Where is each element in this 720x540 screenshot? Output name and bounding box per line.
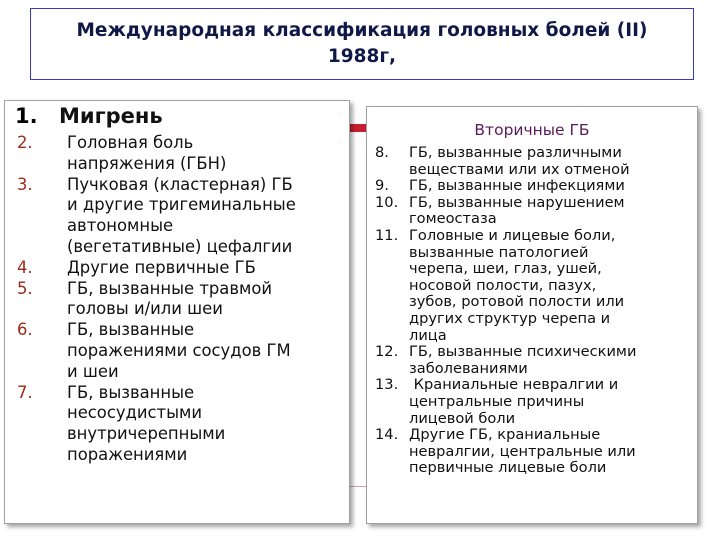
- primary-heading: [15, 101, 163, 131]
- list-item-line: ГБ, вызванные инфекциями: [409, 177, 625, 195]
- list-item-text: [409, 178, 693, 195]
- list-item: [375, 195, 693, 228]
- list-item: [375, 178, 693, 195]
- list-item-text: [67, 383, 343, 466]
- list-item-number: 2.: [17, 133, 33, 152]
- list-item-line: (вегетативные) цефалгии: [67, 236, 293, 256]
- list-item-line: ГБ, вызванные: [67, 382, 195, 402]
- list-item-line: головы и/или шеи: [67, 299, 223, 319]
- list-item-number: 4.: [17, 257, 33, 277]
- list-item-line: Головные и лицевые боли,: [409, 226, 616, 244]
- list-item-line: черепа, шеи, глаз, ушей,: [409, 260, 602, 278]
- list-item-line: автономные: [67, 216, 174, 236]
- list-item-number: 5.: [17, 278, 33, 298]
- list-item-line: ГБ, вызванные: [67, 320, 195, 340]
- title-box: [30, 8, 694, 80]
- list-item-text: [409, 344, 693, 377]
- list-item-line: вызванные патологией: [409, 243, 589, 261]
- list-item-text: [67, 258, 343, 279]
- list-item-line: лица: [409, 326, 447, 344]
- secondary-list: [375, 145, 693, 477]
- list-item-line: и шеи: [67, 361, 119, 381]
- list-item: [17, 320, 343, 382]
- list-item-number: 7.: [17, 382, 33, 402]
- list-item: [17, 383, 343, 466]
- list-item-text: [67, 279, 343, 321]
- list-item-number: 11.: [375, 226, 399, 244]
- list-item-number: 9.: [375, 177, 389, 195]
- list-item: [375, 427, 693, 477]
- list-item-number: 12.: [375, 343, 399, 361]
- secondary-headaches-panel: [366, 106, 698, 524]
- list-item-line: первичные лицевые боли: [409, 459, 607, 477]
- list-item-line: Краниальные невралгии и: [409, 376, 619, 394]
- list-item-line: Другие ГБ, краниальные: [409, 426, 601, 444]
- list-item: [375, 377, 693, 427]
- list-item-number: 6.: [17, 320, 33, 340]
- title-line-1: Международная классификация головных болей (II): [76, 20, 648, 41]
- list-item-line: напряжения (ГБН): [67, 153, 227, 173]
- list-item-line: Пучковая (кластерная) ГБ: [67, 174, 293, 194]
- list-item: [17, 175, 343, 258]
- list-item-text: [67, 175, 343, 258]
- primary-list: [17, 133, 343, 466]
- list-item-text: [409, 427, 693, 477]
- list-item-line: Другие первичные ГБ: [67, 257, 256, 277]
- list-item-line: гомеостаза: [409, 210, 497, 228]
- primary-heading-number: 1.: [15, 104, 38, 128]
- decorative-red-block: [348, 124, 368, 132]
- list-item: [17, 279, 343, 321]
- list-item-text: [409, 377, 693, 427]
- primary-headaches-panel: [4, 100, 350, 524]
- list-item: [375, 344, 693, 377]
- list-item-line: несосудистыми: [67, 403, 203, 423]
- list-item-number: 10.: [375, 193, 399, 211]
- list-item-line: и другие тригеминальные: [67, 195, 296, 215]
- title-line-2: 1988г,: [327, 46, 397, 67]
- list-item-line: поражениями: [67, 444, 188, 464]
- list-item-line: зубов, ротовой полости или: [409, 293, 625, 311]
- list-item-number: 3.: [17, 174, 33, 194]
- list-item-line: других структур черепа и: [409, 309, 611, 327]
- list-item-number: 8.: [375, 144, 389, 161]
- list-item-line: ГБ, вызванные нарушением: [409, 193, 625, 211]
- list-item-line: ГБ, вызванные психическими: [409, 343, 637, 361]
- list-item: [17, 258, 343, 279]
- list-item-line: внутричерепными: [67, 424, 226, 444]
- list-item-line: лицевой боли: [409, 409, 516, 427]
- list-item-text: [409, 145, 693, 178]
- list-item-line: ГБ, вызванные различными: [409, 144, 622, 161]
- list-item: [17, 133, 343, 175]
- list-item-number: 13.: [375, 376, 399, 394]
- secondary-heading: Вторичные ГБ: [474, 121, 590, 139]
- list-item: [375, 145, 693, 178]
- slide-title: [62, 18, 662, 70]
- list-item-line: носовой полости, пазух,: [409, 276, 597, 294]
- list-item-number: 14.: [375, 426, 399, 444]
- list-item-text: [409, 228, 693, 344]
- list-item-line: заболеваниями: [409, 359, 528, 377]
- list-item-text: [67, 320, 343, 382]
- list-item-text: [409, 195, 693, 228]
- list-item-line: Головная боль: [67, 133, 194, 152]
- primary-heading-label: Мигрень: [59, 104, 163, 128]
- list-item-line: ГБ, вызванные травмой: [67, 278, 273, 298]
- list-item-line: поражениями сосудов ГМ: [67, 340, 291, 360]
- list-item-line: веществами или их отменой: [409, 160, 630, 178]
- list-item: [375, 228, 693, 344]
- list-item-line: невралгии, центральные или: [409, 442, 636, 460]
- list-item-line: центральные причины: [409, 392, 585, 410]
- list-item-text: [67, 133, 343, 175]
